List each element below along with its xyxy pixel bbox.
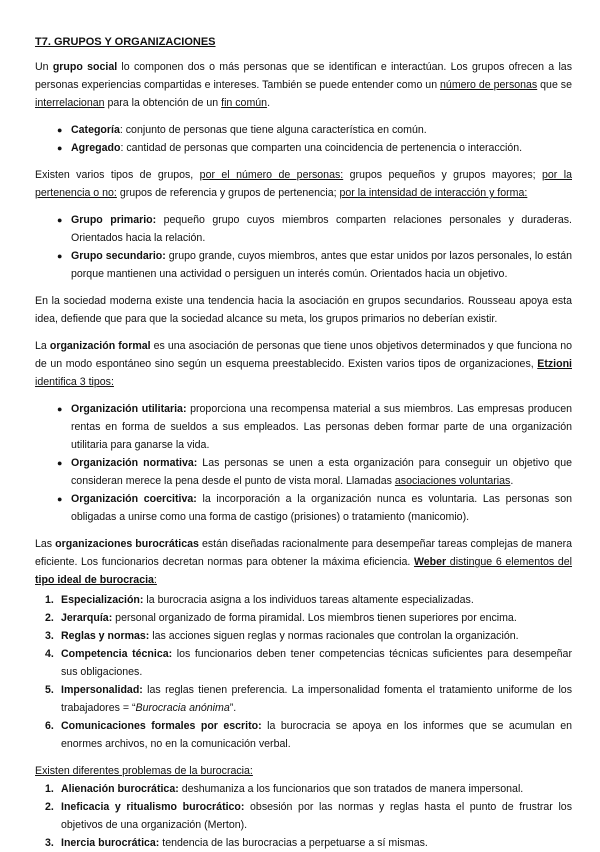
underlined-text: por la pertenencia o no: [35, 169, 572, 199]
term: Alienación burocrática: [61, 783, 179, 795]
term: Impersonalidad: [61, 684, 143, 696]
item-number: 2. [45, 801, 54, 813]
list-item [35, 717, 572, 753]
paragraph-burocraticas [35, 535, 572, 589]
underlined-text: número de personas [440, 79, 538, 91]
bullet-icon: ● [57, 143, 63, 153]
definition: los funcionarios deben tener competencias técnicas suficientes para desempeñar sus obligaciones. [61, 648, 572, 678]
list-item [35, 139, 572, 157]
underlined-text: fin común [221, 97, 268, 109]
definition: pequeño grupo cuyos miembros comparten relaciones personales y duraderas. Orientados hacia la relación. [71, 214, 572, 244]
list-item [35, 121, 572, 139]
text: Un [35, 61, 53, 73]
underlined-text: : [153, 574, 157, 586]
definition: la burocracia se apoya en los informes que se acumulan en enormes archivos, no en la comunicación verbal. [61, 720, 573, 750]
definition: la incorporación a la organización nunca es voluntaria. Las personas son obligadas a unirse como una forma de castigo (prisiones) o tratamiento (manicomio). [71, 493, 572, 523]
definition: las reglas tienen preferencia. La impersonalidad fomenta el tratamiento uniforme de los trabajadores = “ [61, 684, 572, 714]
list-problemas-burocracia [35, 780, 572, 852]
text: La [35, 340, 50, 352]
term: Comunicaciones formales por escrito: [61, 720, 262, 732]
term: Jerarquía: [61, 612, 113, 624]
term: Organización normativa: [71, 457, 198, 469]
list-item [35, 798, 572, 834]
text: lo componen dos o más personas que se identifican e interactúan. Los grupos ofrecen a las personas experiencias compartidas e intereses. También se puede entender como un [35, 61, 572, 91]
page-title: T7. GRUPOS Y ORGANIZACIONES [35, 36, 216, 48]
definition: deshumaniza a los funcionarios que son tratados de manera impersonal. [178, 783, 524, 795]
paragraph-sociedad-moderna: En la sociedad moderna existe una tendencia hacia la asociación en grupos secundarios. Rousseau apoya esta idea, defiende que para que la sociedad alcance su meta, los grupos primarios no deberían existir. [35, 295, 572, 325]
definition: Las personas se unen a esta organización para conseguir un objetivo que consideran merece la pena desde el punto de vista moral. Llamadas [71, 457, 572, 487]
list-item [35, 591, 572, 609]
list-item [35, 211, 572, 247]
underlined-text: interrelacionan [35, 97, 105, 109]
definition: grupo grande, cuyos miembros, antes que estar unidos por lazos personales, lo están porque mantienen una actividad o persiguen un interés común. Orientados hacia un objetivo. [71, 250, 573, 280]
term: Especialización: [61, 594, 144, 606]
term: Organización utilitaria: [71, 403, 187, 415]
text: para la obtención de un [104, 97, 222, 109]
definition: la burocracia asigna a los individuos tareas altamente especializadas. [143, 594, 474, 606]
text: . [267, 97, 271, 109]
definition: las acciones siguen reglas y normas racionales que controlan la organización. [149, 630, 519, 642]
term-organizaciones-burocraticas: organizaciones burocráticas [55, 538, 199, 550]
text: es una asociación de personas que tiene unos objetivos determinados y que funciona no de un modo espontáneo sino según un esquema preestablecido. Existen varios tipos de organizaciones, [35, 340, 573, 370]
bullet-icon: ● [57, 404, 63, 414]
paragraph-tipos-grupos [35, 166, 572, 202]
text: grupos pequeños y grupos mayores; [343, 169, 542, 181]
bullet-icon: ● [57, 215, 63, 225]
term: Categoría [71, 124, 120, 136]
underlined-text: por el número de personas: [199, 169, 344, 181]
item-number: 1. [45, 783, 54, 795]
item-number: 2. [45, 612, 54, 624]
bullet-icon: ● [57, 458, 63, 468]
term-tipo-ideal: tipo ideal de burocracia [35, 574, 154, 586]
italic-text: Burocracia anónima [135, 702, 230, 714]
term-organizacion-formal: organización formal [49, 340, 151, 352]
bullet-icon: ● [57, 125, 63, 135]
term: Agregado [71, 142, 121, 154]
term: Reglas y normas: [61, 630, 150, 642]
text: grupos de referencia y grupos de pertenencia; [116, 187, 340, 199]
underlined-text: identifica 3 tipos: [35, 376, 114, 388]
list-item [35, 454, 572, 490]
underlined-text: por la intensidad de interacción y forma: [339, 187, 528, 199]
list-elementos-burocracia [35, 591, 572, 753]
author-weber: Weber [413, 556, 447, 568]
list-item [35, 834, 572, 852]
definition: proporciona una recompensa material a sus miembros. Las empresas producen rentas en forma de sueldos a sus empleados. Las personas deben formar parte de una organización utilitaria para ganarse la vida. [71, 403, 572, 451]
list-item [35, 780, 572, 798]
term-grupo-social: grupo social [52, 61, 118, 73]
term: Competencia técnica: [61, 648, 173, 660]
problems-heading: Existen diferentes problemas de la burocracia: [35, 765, 253, 777]
item-number: 3. [45, 630, 54, 642]
definition: : cantidad de personas que comparten una coincidencia de pertenencia o interacción. [120, 142, 523, 154]
item-number: 6. [45, 720, 54, 732]
underlined-text: distingue 6 elementos del [446, 556, 572, 568]
paragraph-grupo-social [35, 58, 572, 112]
list-item [35, 247, 572, 283]
list-item [35, 627, 572, 645]
list-grupo-types [35, 121, 572, 157]
definition: : conjunto de personas que tiene alguna característica en común. [119, 124, 427, 136]
definition: tendencia de las burocracias a perpetuarse a sí mismas. [159, 837, 428, 849]
item-number: 1. [45, 594, 54, 606]
term: Grupo secundario: [71, 250, 166, 262]
list-item [35, 400, 572, 454]
text: . [510, 475, 514, 487]
text: ”. [229, 702, 237, 714]
paragraph-organizacion-formal [35, 337, 572, 391]
text: están diseñadas racionalmente para desempeñar tareas complejas de manera eficiente. Los funcionarios decretan normas para obtener la máxima eficiencia. [35, 538, 573, 568]
term: Organización coercitiva: [71, 493, 197, 505]
list-item [35, 609, 572, 627]
term: Ineficacia y ritualismo burocrático: [61, 801, 245, 813]
definition: personal organizado de forma piramidal. Los miembros tienen superiores por encima. [112, 612, 517, 624]
definition: obsesión por las normas y reglas hasta el punto de frustrar los objetivos de una organización (Merton). [61, 801, 572, 831]
text: Existen varios tipos de grupos, [35, 169, 200, 181]
text: Las [35, 538, 56, 550]
bullet-icon: ● [57, 251, 63, 261]
item-number: 3. [45, 837, 54, 849]
term: Inercia burocrática: [61, 837, 160, 849]
list-item [35, 681, 572, 717]
bullet-icon: ● [57, 494, 63, 504]
item-number: 4. [45, 648, 54, 660]
item-number: 5. [45, 684, 54, 696]
list-item [35, 490, 572, 526]
author-etzioni: Etzioni [537, 358, 572, 370]
term: Grupo primario: [71, 214, 157, 226]
underlined-text: asociaciones voluntarias [394, 475, 511, 487]
list-item [35, 645, 572, 681]
list-primario-secundario [35, 211, 572, 283]
list-tipos-organizaciones [35, 400, 572, 526]
text: que se [537, 79, 572, 91]
